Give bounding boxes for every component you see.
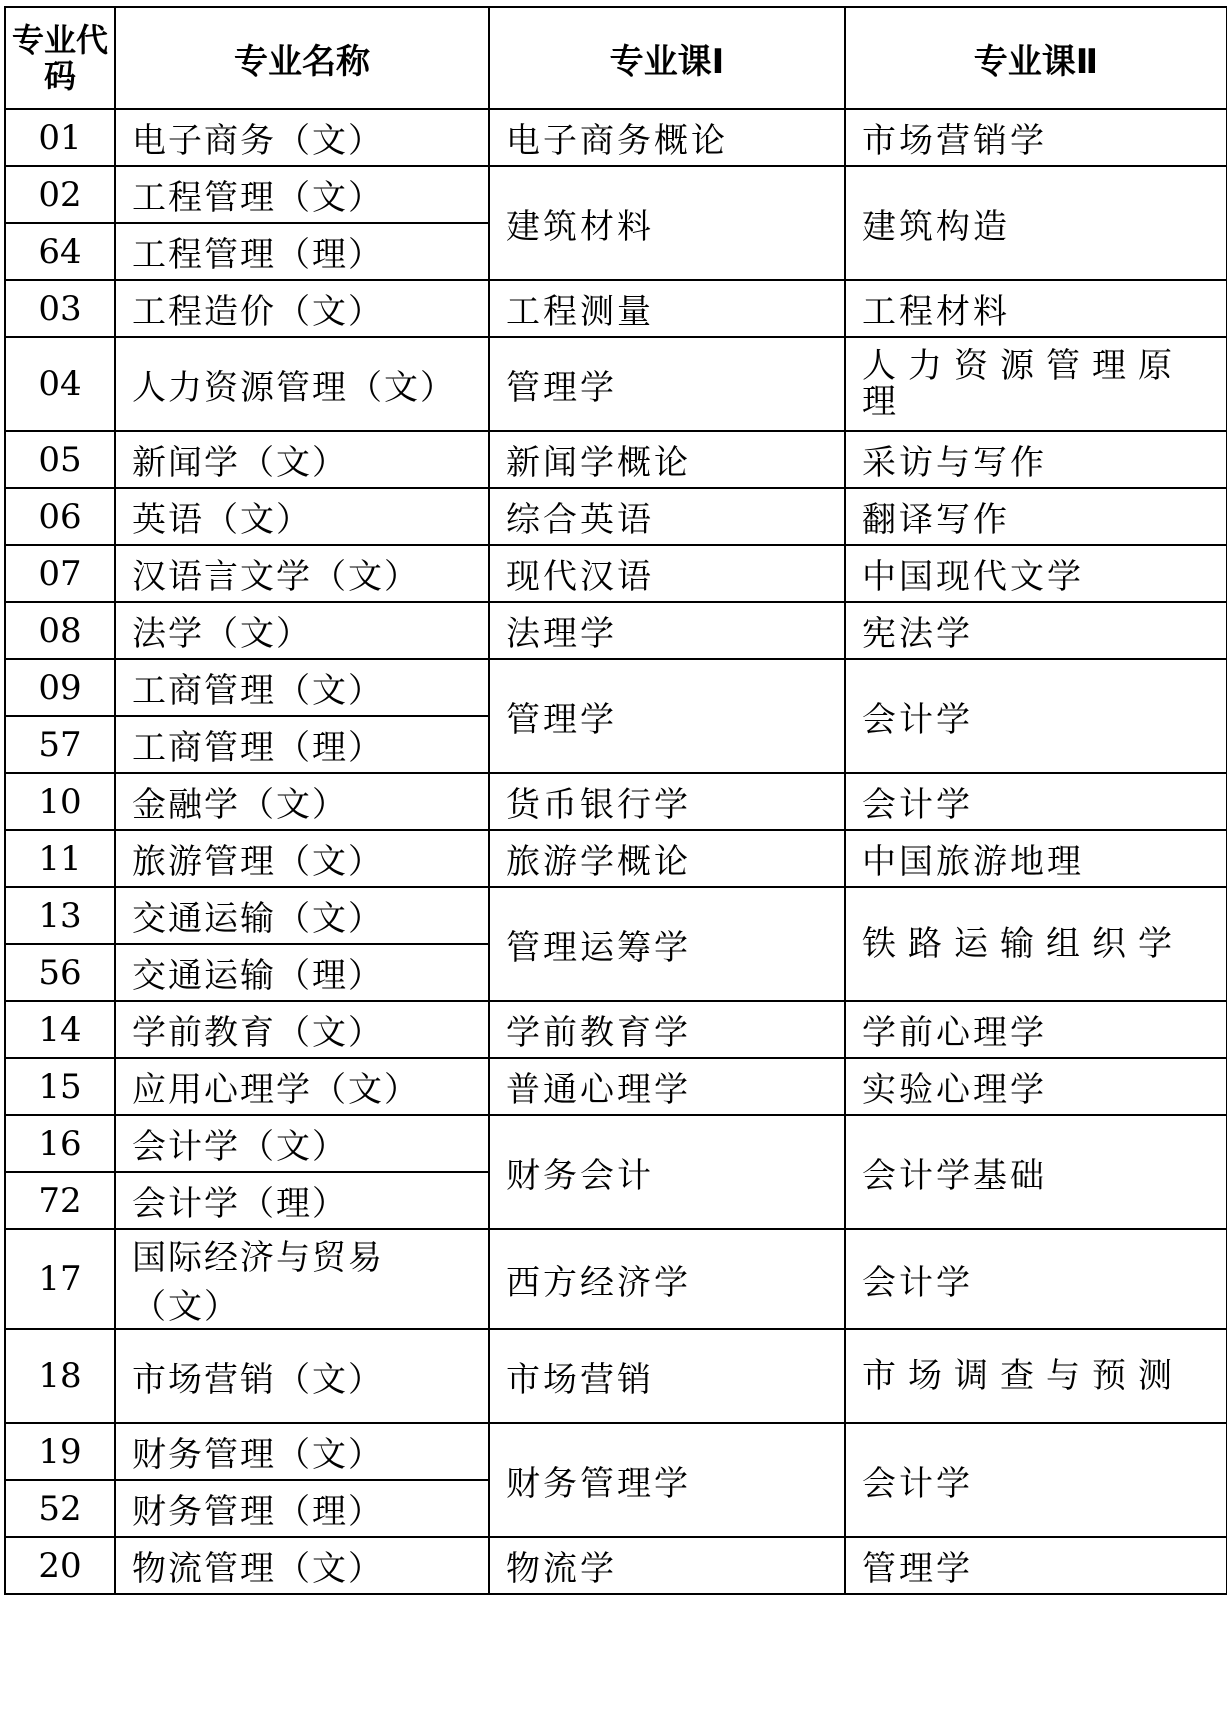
table-row — [5, 1229, 1227, 1329]
major-code: 02 — [5, 166, 115, 223]
table-row — [5, 109, 1227, 166]
major-name: 物流管理（文） — [115, 1537, 489, 1594]
major-name: 会计学（文） — [115, 1115, 489, 1172]
course-2: 中国旅游地理 — [845, 830, 1227, 887]
course-2: 会计学基础 — [845, 1115, 1227, 1229]
major-name: 金融学（文） — [115, 773, 489, 830]
course-2: 会计学 — [845, 659, 1227, 773]
major-name: 市场营销（文） — [115, 1329, 489, 1423]
course-2: 采访与写作 — [845, 431, 1227, 488]
table-row — [5, 602, 1227, 659]
course-1: 综合英语 — [489, 488, 845, 545]
major-name: 英语（文） — [115, 488, 489, 545]
major-code: 11 — [5, 830, 115, 887]
major-code: 03 — [5, 280, 115, 337]
course-2: 人力资源管理原理 — [845, 337, 1227, 431]
major-name: 新闻学（文） — [115, 431, 489, 488]
table-row — [5, 337, 1227, 431]
course-2: 会计学 — [845, 773, 1227, 830]
table-row — [5, 1115, 1227, 1172]
major-name: 交通运输（理） — [115, 944, 489, 1001]
course-1: 旅游学概论 — [489, 830, 845, 887]
table-row — [5, 1537, 1227, 1594]
table-row — [5, 887, 1227, 944]
major-name: 财务管理（理） — [115, 1480, 489, 1537]
table-row — [5, 166, 1227, 223]
course-2: 会计学 — [845, 1229, 1227, 1329]
major-name: 人力资源管理（文） — [115, 337, 489, 431]
major-code: 13 — [5, 887, 115, 944]
course-1: 建筑材料 — [489, 166, 845, 280]
header-row — [5, 7, 1227, 109]
course-2: 学前心理学 — [845, 1001, 1227, 1058]
major-code: 09 — [5, 659, 115, 716]
course-1: 货币银行学 — [489, 773, 845, 830]
course-1: 现代汉语 — [489, 545, 845, 602]
major-code: 19 — [5, 1423, 115, 1480]
course-2: 市场调查与预测 — [845, 1329, 1227, 1423]
major-code: 56 — [5, 944, 115, 1001]
table-row — [5, 830, 1227, 887]
major-code: 10 — [5, 773, 115, 830]
major-code: 04 — [5, 337, 115, 431]
course-1: 电子商务概论 — [489, 109, 845, 166]
major-name: 财务管理（文） — [115, 1423, 489, 1480]
table-row — [5, 545, 1227, 602]
header-course2: 专业课Ⅱ — [845, 7, 1227, 109]
course-1: 管理学 — [489, 659, 845, 773]
table-row — [5, 773, 1227, 830]
course-1: 学前教育学 — [489, 1001, 845, 1058]
major-code: 17 — [5, 1229, 115, 1329]
course-1: 新闻学概论 — [489, 431, 845, 488]
course-1: 西方经济学 — [489, 1229, 845, 1329]
table-row — [5, 1329, 1227, 1423]
major-name: 工程管理（文） — [115, 166, 489, 223]
major-name: 工商管理（理） — [115, 716, 489, 773]
header-name: 专业名称 — [115, 7, 489, 109]
table-row — [5, 659, 1227, 716]
major-code: 18 — [5, 1329, 115, 1423]
major-name: 会计学（理） — [115, 1172, 489, 1229]
major-code: 20 — [5, 1537, 115, 1594]
major-name: 国际经济与贸易（文） — [115, 1229, 489, 1329]
major-code: 08 — [5, 602, 115, 659]
table-row — [5, 280, 1227, 337]
major-name: 交通运输（文） — [115, 887, 489, 944]
course-1: 普通心理学 — [489, 1058, 845, 1115]
course-2: 市场营销学 — [845, 109, 1227, 166]
course-2: 建筑构造 — [845, 166, 1227, 280]
table-row — [5, 1001, 1227, 1058]
major-code: 06 — [5, 488, 115, 545]
major-code: 16 — [5, 1115, 115, 1172]
course-2: 工程材料 — [845, 280, 1227, 337]
course-1: 管理学 — [489, 337, 845, 431]
course-1: 管理运筹学 — [489, 887, 845, 1001]
header-course1: 专业课Ⅰ — [489, 7, 845, 109]
table-row — [5, 1423, 1227, 1480]
major-code: 64 — [5, 223, 115, 280]
major-name: 工程管理（理） — [115, 223, 489, 280]
course-1: 市场营销 — [489, 1329, 845, 1423]
table-row — [5, 1058, 1227, 1115]
course-2: 铁路运输组织学 — [845, 887, 1227, 1001]
header-code: 专业代码 — [5, 7, 115, 109]
major-code: 05 — [5, 431, 115, 488]
course-1: 物流学 — [489, 1537, 845, 1594]
course-2: 实验心理学 — [845, 1058, 1227, 1115]
course-1: 财务会计 — [489, 1115, 845, 1229]
course-1: 财务管理学 — [489, 1423, 845, 1537]
major-code: 52 — [5, 1480, 115, 1537]
table-row — [5, 431, 1227, 488]
major-course-table — [4, 6, 1227, 1595]
major-name: 电子商务（文） — [115, 109, 489, 166]
major-code: 15 — [5, 1058, 115, 1115]
major-name: 汉语言文学（文） — [115, 545, 489, 602]
major-name: 工商管理（文） — [115, 659, 489, 716]
major-code: 57 — [5, 716, 115, 773]
major-code: 07 — [5, 545, 115, 602]
major-name: 应用心理学（文） — [115, 1058, 489, 1115]
table-body — [5, 109, 1227, 1594]
major-name: 学前教育（文） — [115, 1001, 489, 1058]
course-1: 法理学 — [489, 602, 845, 659]
table-row — [5, 488, 1227, 545]
major-code: 72 — [5, 1172, 115, 1229]
major-name: 旅游管理（文） — [115, 830, 489, 887]
course-2: 中国现代文学 — [845, 545, 1227, 602]
major-code: 01 — [5, 109, 115, 166]
course-1: 工程测量 — [489, 280, 845, 337]
course-2: 宪法学 — [845, 602, 1227, 659]
major-code: 14 — [5, 1001, 115, 1058]
major-name: 法学（文） — [115, 602, 489, 659]
course-2: 翻译写作 — [845, 488, 1227, 545]
course-2: 会计学 — [845, 1423, 1227, 1537]
major-name: 工程造价（文） — [115, 280, 489, 337]
course-2: 管理学 — [845, 1537, 1227, 1594]
